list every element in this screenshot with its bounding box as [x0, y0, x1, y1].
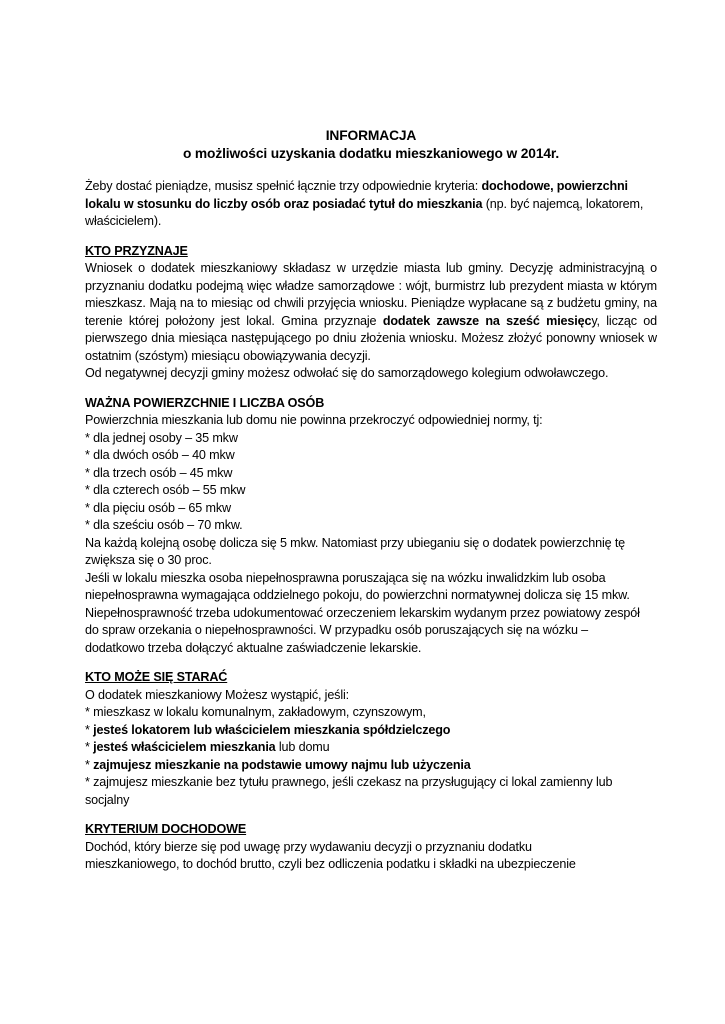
list-item: * dla sześciu osób – 70 mkw.	[85, 518, 243, 532]
kto-przyznaje-paragraph	[85, 260, 657, 365]
list-item: * dla czterech osób – 55 mkw	[85, 483, 246, 497]
bullet-star: *	[85, 740, 94, 754]
kto-moze-intro: O dodatek mieszkaniowy Możesz wystąpić, jeśli:	[85, 687, 349, 702]
document-subtitle: o możliwości uzyskania dodatku mieszkaniowego w 2014r.	[182, 146, 560, 161]
bullet-star: *	[85, 757, 94, 772]
list-item: * dla trzech osób – 45 mkw	[85, 465, 233, 480]
kto-przyznaje-appeal: Od negatywnej decyzji gminy możesz odwołać się do samorządowego kolegium odwoławczego.	[85, 366, 609, 380]
document-title: INFORMACJA	[325, 128, 417, 143]
list-item-bold: jesteś właścicielem mieszkania	[93, 740, 276, 754]
document-page	[85, 127, 657, 874]
section-heading-powierzchnia: WAŻNA POWIERZCHNIE I LICZBA OSÓB	[85, 395, 325, 410]
list-item: * dla pięciu osób – 65 mkw	[85, 500, 231, 515]
kto-przyznaje-text-1: Wniosek o dodatek mieszkaniowy składasz w urzędzie miasta lub gminy. Decyzję administracyjną o przyznaniu dodatku podejmą więc władze samorządowe : wójt, burmistrz lub prezydent miasta w którym mieszkasz. Mają na to miesiąc od chwili przyjęcia wniosku. Pieniądze wypłacane są z budżetu gminy, na terenie której położony jest lokal. Gmina przyznaje	[85, 261, 657, 328]
kto-przyznaje-text-2: y, licząc od pierwszego dnia miesiąca następującego po dniu złożenia wniosku. Możesz złożyć ponowny wniosek w ostatnim (szóstym) miesiącu obowiązywania decyzji.	[85, 313, 657, 363]
bullet-star: *	[85, 722, 94, 737]
kto-przyznaje-bold: dodatek zawsze na sześć miesięc	[382, 313, 592, 328]
intro-paragraph	[85, 178, 645, 231]
powierzchnia-paragraph-2: Jeśli w lokalu mieszka osoba niepełnosprawna poruszająca się na wózku inwalidzkim lub osoba niepełnosprawna wymagająca oddzielnego pokoju, do powierzchni normatywnej dolicza się 15 mkw.	[85, 570, 630, 602]
list-item: * mieszkasz w lokalu komunalnym, zakładowym, czynszowym,	[85, 705, 426, 719]
list-item: * zajmujesz mieszkanie bez tytułu prawnego, jeśli czekasz na przysługujący ci lokal zamienny lub socjalny	[85, 775, 613, 807]
list-item	[85, 757, 657, 775]
section-heading-kryterium	[85, 821, 657, 839]
intro-criteria-bold: dochodowe, powierzchni lokalu w stosunku do liczby osób oraz posiadać tytuł do mieszkania	[85, 179, 628, 211]
heading-text: KTO MOŻE SIĘ STARAĆ	[85, 670, 228, 684]
intro-text-2: (np. być najemcą, lokatorem, właścicielem).	[85, 196, 644, 228]
list-item-bold: zajmujesz mieszkanie na podstawie umowy najmu lub użyczenia	[93, 757, 471, 772]
powierzchnia-intro: Powierzchnia mieszkania lub domu nie powinna przekroczyć odpowiedniej normy, tj:	[85, 413, 543, 427]
intro-text-1: Żeby dostać pieniądze, musisz spełnić łącznie trzy odpowiednie kryteria:	[85, 179, 482, 193]
list-item: * dla jednej osoby – 35 mkw	[85, 430, 238, 445]
powierzchnia-paragraph-3: Niepełnosprawność trzeba udokumentować orzeczeniem lekarskim wydanym przez powiatowy zespół do spraw orzekania o niepełnosprawności. W przypadku osób poruszających się na wózku – dodatkowo trzeba dołączyć aktualne zaświadczenie lekarskie.	[85, 605, 640, 655]
list-item-bold: jesteś lokatorem lub właścicielem mieszkania spółdzielczego	[93, 722, 451, 737]
list-item-rest: lub domu	[275, 740, 330, 754]
section-heading-kto-moze	[85, 669, 657, 687]
list-item	[85, 722, 657, 740]
kryterium-paragraph: Dochód, który bierze się pod uwagę przy wydawaniu decyzji o przyznaniu dodatku mieszkaniowego, to dochód brutto, czyli bez odliczenia podatku i składki na ubezpieczenie	[85, 839, 576, 871]
heading-text: KRYTERIUM DOCHODOWE	[85, 822, 247, 836]
section-heading-kto-przyznaje	[85, 243, 657, 261]
list-item	[85, 739, 657, 757]
heading-text: KTO PRZYZNAJE	[85, 243, 188, 258]
powierzchnia-paragraph-1: Na każdą kolejną osobę dolicza się 5 mkw. Natomiast przy ubieganiu się o dodatek powierzchnię tę zwiększa się o 30 proc.	[85, 535, 626, 567]
list-item: * dla dwóch osób – 40 mkw	[85, 448, 235, 462]
